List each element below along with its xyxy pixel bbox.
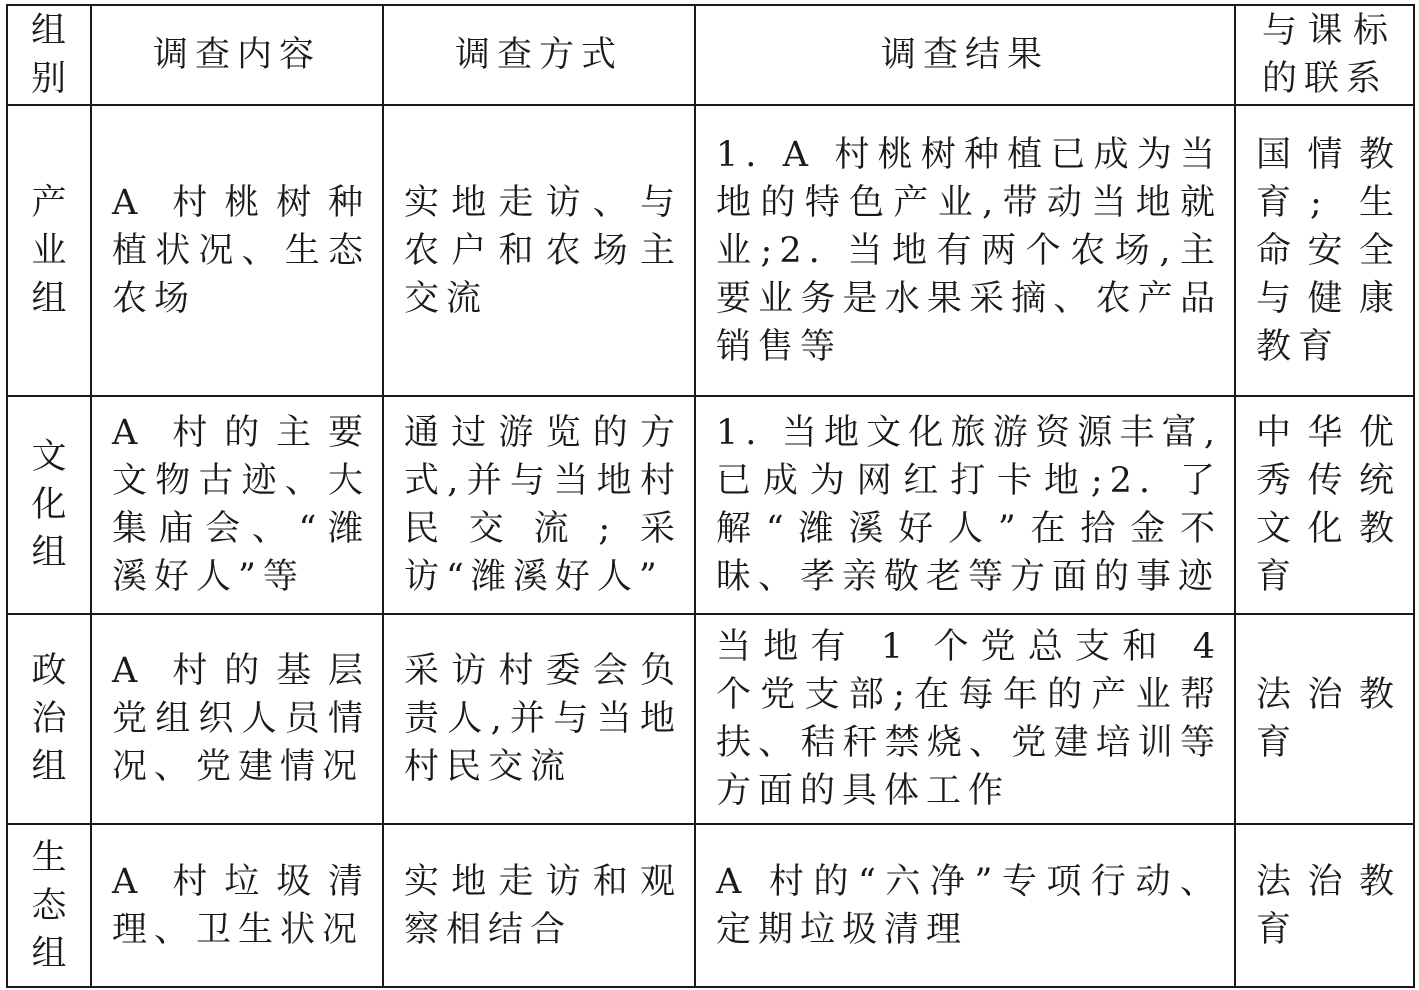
header-link: 与课标的联系 xyxy=(1235,5,1414,105)
group-cell: 政治组 xyxy=(7,614,91,824)
table-row xyxy=(7,105,1414,396)
group-cell: 生态组 xyxy=(7,824,91,987)
link-cell: 中华优秀传统文化教育 xyxy=(1235,396,1414,614)
method-cell: 通过游览的方式,并与当地村民交流;采访“潍溪好人” xyxy=(383,396,695,614)
content-cell: A 村的主要文物古迹、大集庙会、“潍溪好人”等 xyxy=(91,396,383,614)
table-row xyxy=(7,824,1414,987)
survey-table xyxy=(6,4,1415,988)
result-cell: 当地有 1 个党总支和 4 个党支部;在每年的产业帮扶、秸秆禁烧、党建培训等方面的具体工作 xyxy=(695,614,1235,824)
header-result: 调查结果 xyxy=(695,5,1235,105)
result-cell: A 村的“六净”专项行动、定期垃圾清理 xyxy=(695,824,1235,987)
header-method: 调查方式 xyxy=(383,5,695,105)
method-cell: 实地走访、与农户和农场主交流 xyxy=(383,105,695,396)
link-cell: 国情教育; 生命安全与健康教育 xyxy=(1235,105,1414,396)
content-cell: A 村垃圾清理、卫生状况 xyxy=(91,824,383,987)
table-row xyxy=(7,396,1414,614)
link-cell: 法治教育 xyxy=(1235,824,1414,987)
group-cell: 产业组 xyxy=(7,105,91,396)
result-cell: 1. 当地文化旅游资源丰富,已成为网红打卡地;2. 了解“潍溪好人”在拾金不昧、孝亲敬老等方面的事迹 xyxy=(695,396,1235,614)
header-content: 调查内容 xyxy=(91,5,383,105)
group-cell: 文化组 xyxy=(7,396,91,614)
header-group: 组别 xyxy=(7,5,91,105)
content-cell: A 村的基层党组织人员情况、党建情况 xyxy=(91,614,383,824)
link-cell: 法治教育 xyxy=(1235,614,1414,824)
table-header-row xyxy=(7,5,1414,105)
table-row xyxy=(7,614,1414,824)
method-cell: 实地走访和观察相结合 xyxy=(383,824,695,987)
method-cell: 采访村委会负责人,并与当地村民交流 xyxy=(383,614,695,824)
result-cell: 1. A 村桃树种植已成为当地的特色产业,带动当地就业;2. 当地有两个农场,主要业务是水果采摘、农产品销售等 xyxy=(695,105,1235,396)
content-cell: A 村桃树种植状况、生态农场 xyxy=(91,105,383,396)
